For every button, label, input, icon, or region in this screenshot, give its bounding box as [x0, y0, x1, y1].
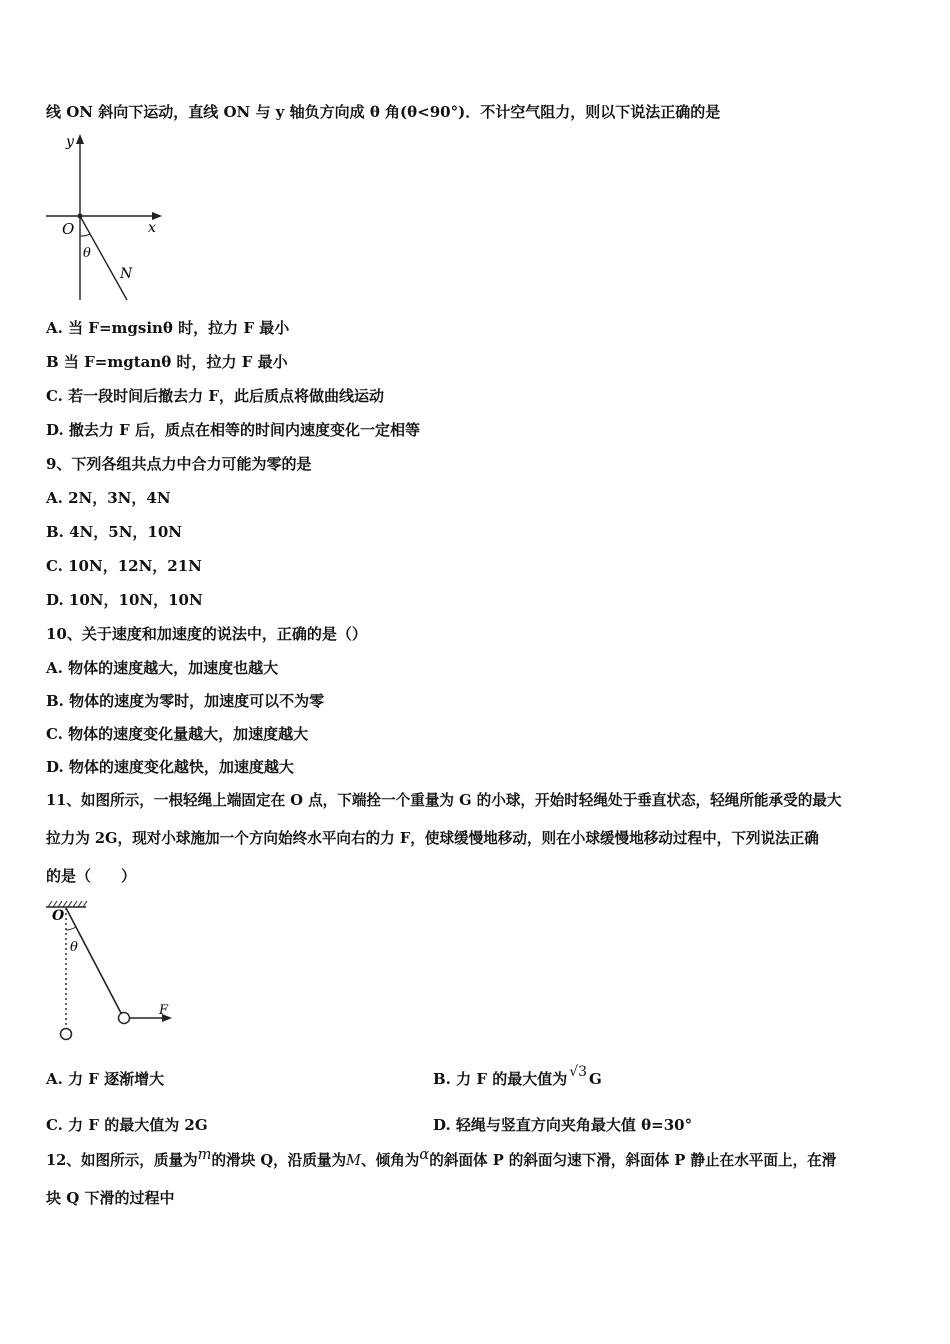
q11-option-d: D. 轻绳与竖直方向夹角最大值 θ=30°: [433, 1116, 693, 1134]
q11-fig-f: F: [159, 1003, 169, 1018]
q9-stem: 9、下列各组共点力中合力可能为零的是: [46, 455, 312, 473]
q11-fig-theta: θ: [70, 940, 78, 955]
q12-text-1: 12、如图所示，质量为: [46, 1152, 198, 1169]
q10-stem: 10、关于速度和加速度的说法中，正确的是（）: [46, 625, 367, 643]
q9-option-c: C. 10N，12N，21N: [46, 557, 202, 575]
q8-fig-theta: θ: [83, 246, 91, 261]
q11-stem-line1: 11、如图所示，一根轻绳上端固定在 O 点，下端拴一个重量为 G 的小球，开始时轻绳处于垂直状态，轻绳所能承受的最大: [46, 792, 842, 809]
q11-stem-line3: 的是（ ）: [46, 867, 137, 885]
q11-option-b-text: B. 力 F 的最大值为: [433, 1070, 568, 1088]
q11-fig-o: O: [52, 908, 65, 924]
q10-option-b: B. 物体的速度为零时，加速度可以不为零: [46, 692, 325, 710]
q11-option-a: A. 力 F 逐渐增大: [46, 1070, 165, 1088]
q12-var-alpha: α: [419, 1146, 430, 1163]
q8-fig-o: O: [62, 220, 75, 238]
q11-option-b-unit: G: [589, 1070, 602, 1088]
q10-option-d: D. 物体的速度变化越快，加速度越大: [46, 758, 294, 776]
q11-figure: [40, 895, 180, 1050]
q9-option-d: D. 10N，10N，10N: [46, 591, 203, 609]
q8-figure: [40, 130, 170, 305]
q9-option-a: A. 2N，3N，4N: [46, 489, 171, 507]
q10-option-a: A. 物体的速度越大，加速度也越大: [46, 659, 279, 677]
q12-text-2: 的滑块 Q，沿质量为: [211, 1152, 347, 1169]
q11-option-b-root: √3: [569, 1064, 588, 1080]
q8-fig-x: x: [148, 220, 156, 236]
q8-option-c: C. 若一段时间后撤去力 F，此后质点将做曲线运动: [46, 387, 384, 405]
q9-option-b: B. 4N，5N，10N: [46, 523, 183, 541]
q8-stem: 线 ON 斜向下运动，直线 ON 与 y 轴负方向成 θ 角(θ<90°)．不计空气阻力，则以下说法正确的是: [46, 103, 721, 121]
q11-option-c: C. 力 F 的最大值为 2G: [46, 1116, 208, 1134]
q12-var-M: M: [346, 1152, 361, 1169]
q8-option-d: D. 撤去力 F 后，质点在相等的时间内速度变化一定相等: [46, 421, 421, 439]
q12-var-m: m: [197, 1146, 212, 1163]
q12-text-4: 的斜面体 P 的斜面匀速下滑，斜面体 P 静止在水平面上，在滑: [429, 1152, 837, 1169]
q11-option-b: [433, 1064, 602, 1090]
q10-option-c: C. 物体的速度变化量越大，加速度越大: [46, 725, 309, 743]
q8-fig-n: N: [120, 266, 133, 282]
q12-stem-line1: [46, 1146, 837, 1171]
q11-stem-line2: 拉力为 2G，现对小球施加一个方向始终水平向右的力 F，使球缓慢地移动，则在小球缓慢地移动过程中，下列说法正确: [46, 830, 819, 847]
q8-option-a: A. 当 F=mgsinθ 时，拉力 F 最小: [46, 319, 290, 337]
q8-fig-y: y: [66, 134, 74, 150]
q12-text-3: 、倾角为: [361, 1152, 420, 1169]
q12-stem-line2: 块 Q 下滑的过程中: [46, 1189, 175, 1207]
q8-option-b: B 当 F=mgtanθ 时，拉力 F 最小: [46, 353, 288, 371]
